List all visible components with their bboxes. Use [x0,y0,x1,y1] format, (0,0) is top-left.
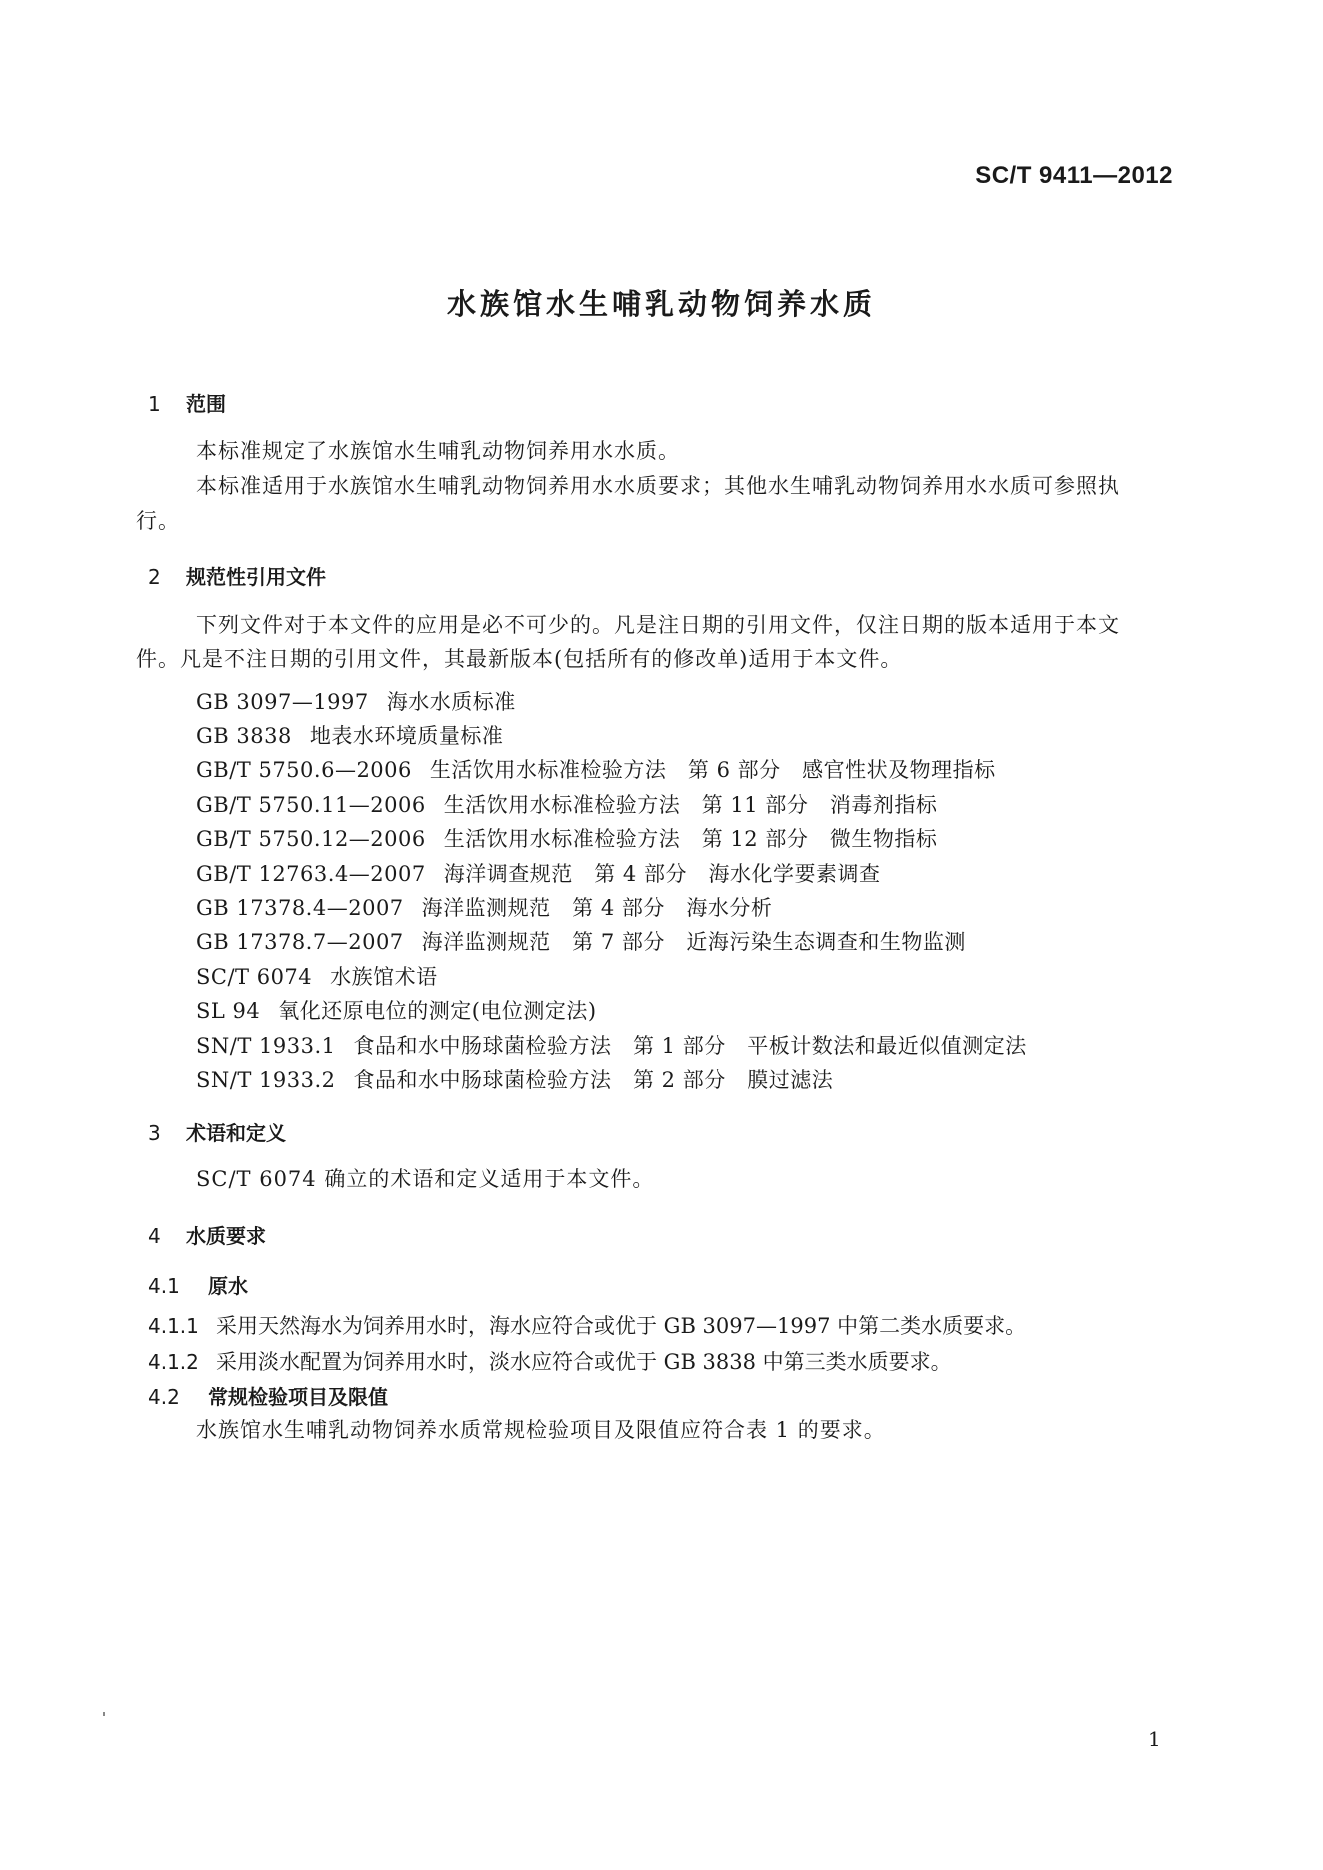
reference-code: SC/T 6074 [196,965,313,989]
section-number: 4.1 [148,1274,180,1298]
section-number: 4.2 [148,1385,180,1409]
section-number: 1 [148,392,161,416]
page-number: 1 [1148,1727,1161,1751]
section-title: 水质要求 [186,1224,266,1248]
scan-artifact [103,1712,105,1716]
reference-code: GB/T 12763.4—2007 [196,862,426,886]
reference-code: GB 3097—1997 [196,690,369,714]
reference-item [196,961,438,991]
paragraph: 行。 [136,509,180,533]
section-title: 原水 [208,1274,248,1298]
reference-item [196,858,880,888]
section-number: 2 [148,565,161,589]
reference-item [196,720,503,750]
clause-number: 4.1.2 [148,1350,199,1374]
reference-item [196,823,937,853]
reference-name: 海水水质标准 [386,690,516,714]
reference-name: 海洋监测规范 第 7 部分 近海污染生态调查和生物监测 [421,930,966,954]
reference-name: 生活饮用水标准检验方法 第 11 部分 消毒剂指标 [443,793,938,817]
standard-number: SC/T 9411—2012 [975,162,1173,189]
section-2-heading [148,561,326,590]
paragraph: 件。凡是不注日期的引用文件，其最新版本(包括所有的修改单)适用于本文件。 [136,647,903,671]
clause-text: 采用天然海水为饲养用水时，海水应符合或优于 GB 3097—1997 中第二类水质要求。 [216,1314,1027,1338]
reference-item [196,686,516,716]
reference-item [196,892,772,922]
section-4-heading [148,1220,266,1249]
subsection-4-2-heading [148,1381,388,1410]
reference-name: 食品和水中肠球菌检验方法 第 2 部分 膜过滤法 [353,1068,834,1092]
document-title: 水族馆水生哺乳动物饲养水质 [446,287,876,321]
paragraph: 本标准适用于水族馆水生哺乳动物饲养用水水质要求；其他水生哺乳动物饲养用水水质可参照执 [196,474,1120,498]
reference-code: SN/T 1933.2 [196,1068,336,1092]
reference-name: 水族馆术语 [330,965,438,989]
reference-name: 氧化还原电位的测定(电位测定法) [278,999,597,1023]
reference-code: GB 17378.7—2007 [196,930,404,954]
section-title: 规范性引用文件 [186,565,326,589]
reference-item [196,1030,1027,1060]
paragraph: SC/T 6074 确立的术语和定义适用于本文件。 [196,1167,655,1191]
reference-name: 海洋调查规范 第 4 部分 海水化学要素调查 [443,862,881,886]
reference-code: GB 3838 [196,724,292,748]
reference-code: GB/T 5750.11—2006 [196,793,426,817]
paragraph: 本标准规定了水族馆水生哺乳动物饲养用水水质。 [196,439,680,463]
reference-code: GB/T 5750.6—2006 [196,758,412,782]
section-title: 范围 [186,392,226,416]
clause-number: 4.1.1 [148,1314,199,1338]
reference-item [196,995,597,1025]
section-3-heading [148,1117,286,1146]
subsection-4-1-heading [148,1270,248,1299]
reference-name: 生活饮用水标准检验方法 第 6 部分 感官性状及物理指标 [429,758,996,782]
reference-name: 海洋监测规范 第 4 部分 海水分析 [421,896,773,920]
section-number: 4 [148,1224,161,1248]
reference-item [196,1064,833,1094]
reference-item [196,926,966,956]
paragraph: 下列文件对于本文件的应用是必不可少的。凡是注日期的引用文件，仅注日期的版本适用于本文 [196,613,1120,637]
section-number: 3 [148,1121,161,1145]
reference-name: 地表水环境质量标准 [309,724,504,748]
clause-4-1-1 [148,1310,1026,1340]
clause-4-1-2 [148,1346,952,1376]
reference-code: SN/T 1933.1 [196,1034,336,1058]
reference-name: 生活饮用水标准检验方法 第 12 部分 微生物指标 [443,827,938,851]
clause-text: 采用淡水配置为饲养用水时，淡水应符合或优于 GB 3838 中第三类水质要求。 [216,1350,952,1374]
reference-item [196,754,996,784]
reference-name: 食品和水中肠球菌检验方法 第 1 部分 平板计数法和最近似值测定法 [353,1034,1027,1058]
section-title: 常规检验项目及限值 [208,1385,388,1409]
reference-code: SL 94 [196,999,261,1023]
paragraph: 水族馆水生哺乳动物饲养水质常规检验项目及限值应符合表 1 的要求。 [196,1418,886,1442]
section-1-heading [148,388,226,417]
reference-code: GB/T 5750.12—2006 [196,827,426,851]
reference-item [196,789,937,819]
reference-code: GB 17378.4—2007 [196,896,404,920]
section-title: 术语和定义 [186,1121,286,1145]
